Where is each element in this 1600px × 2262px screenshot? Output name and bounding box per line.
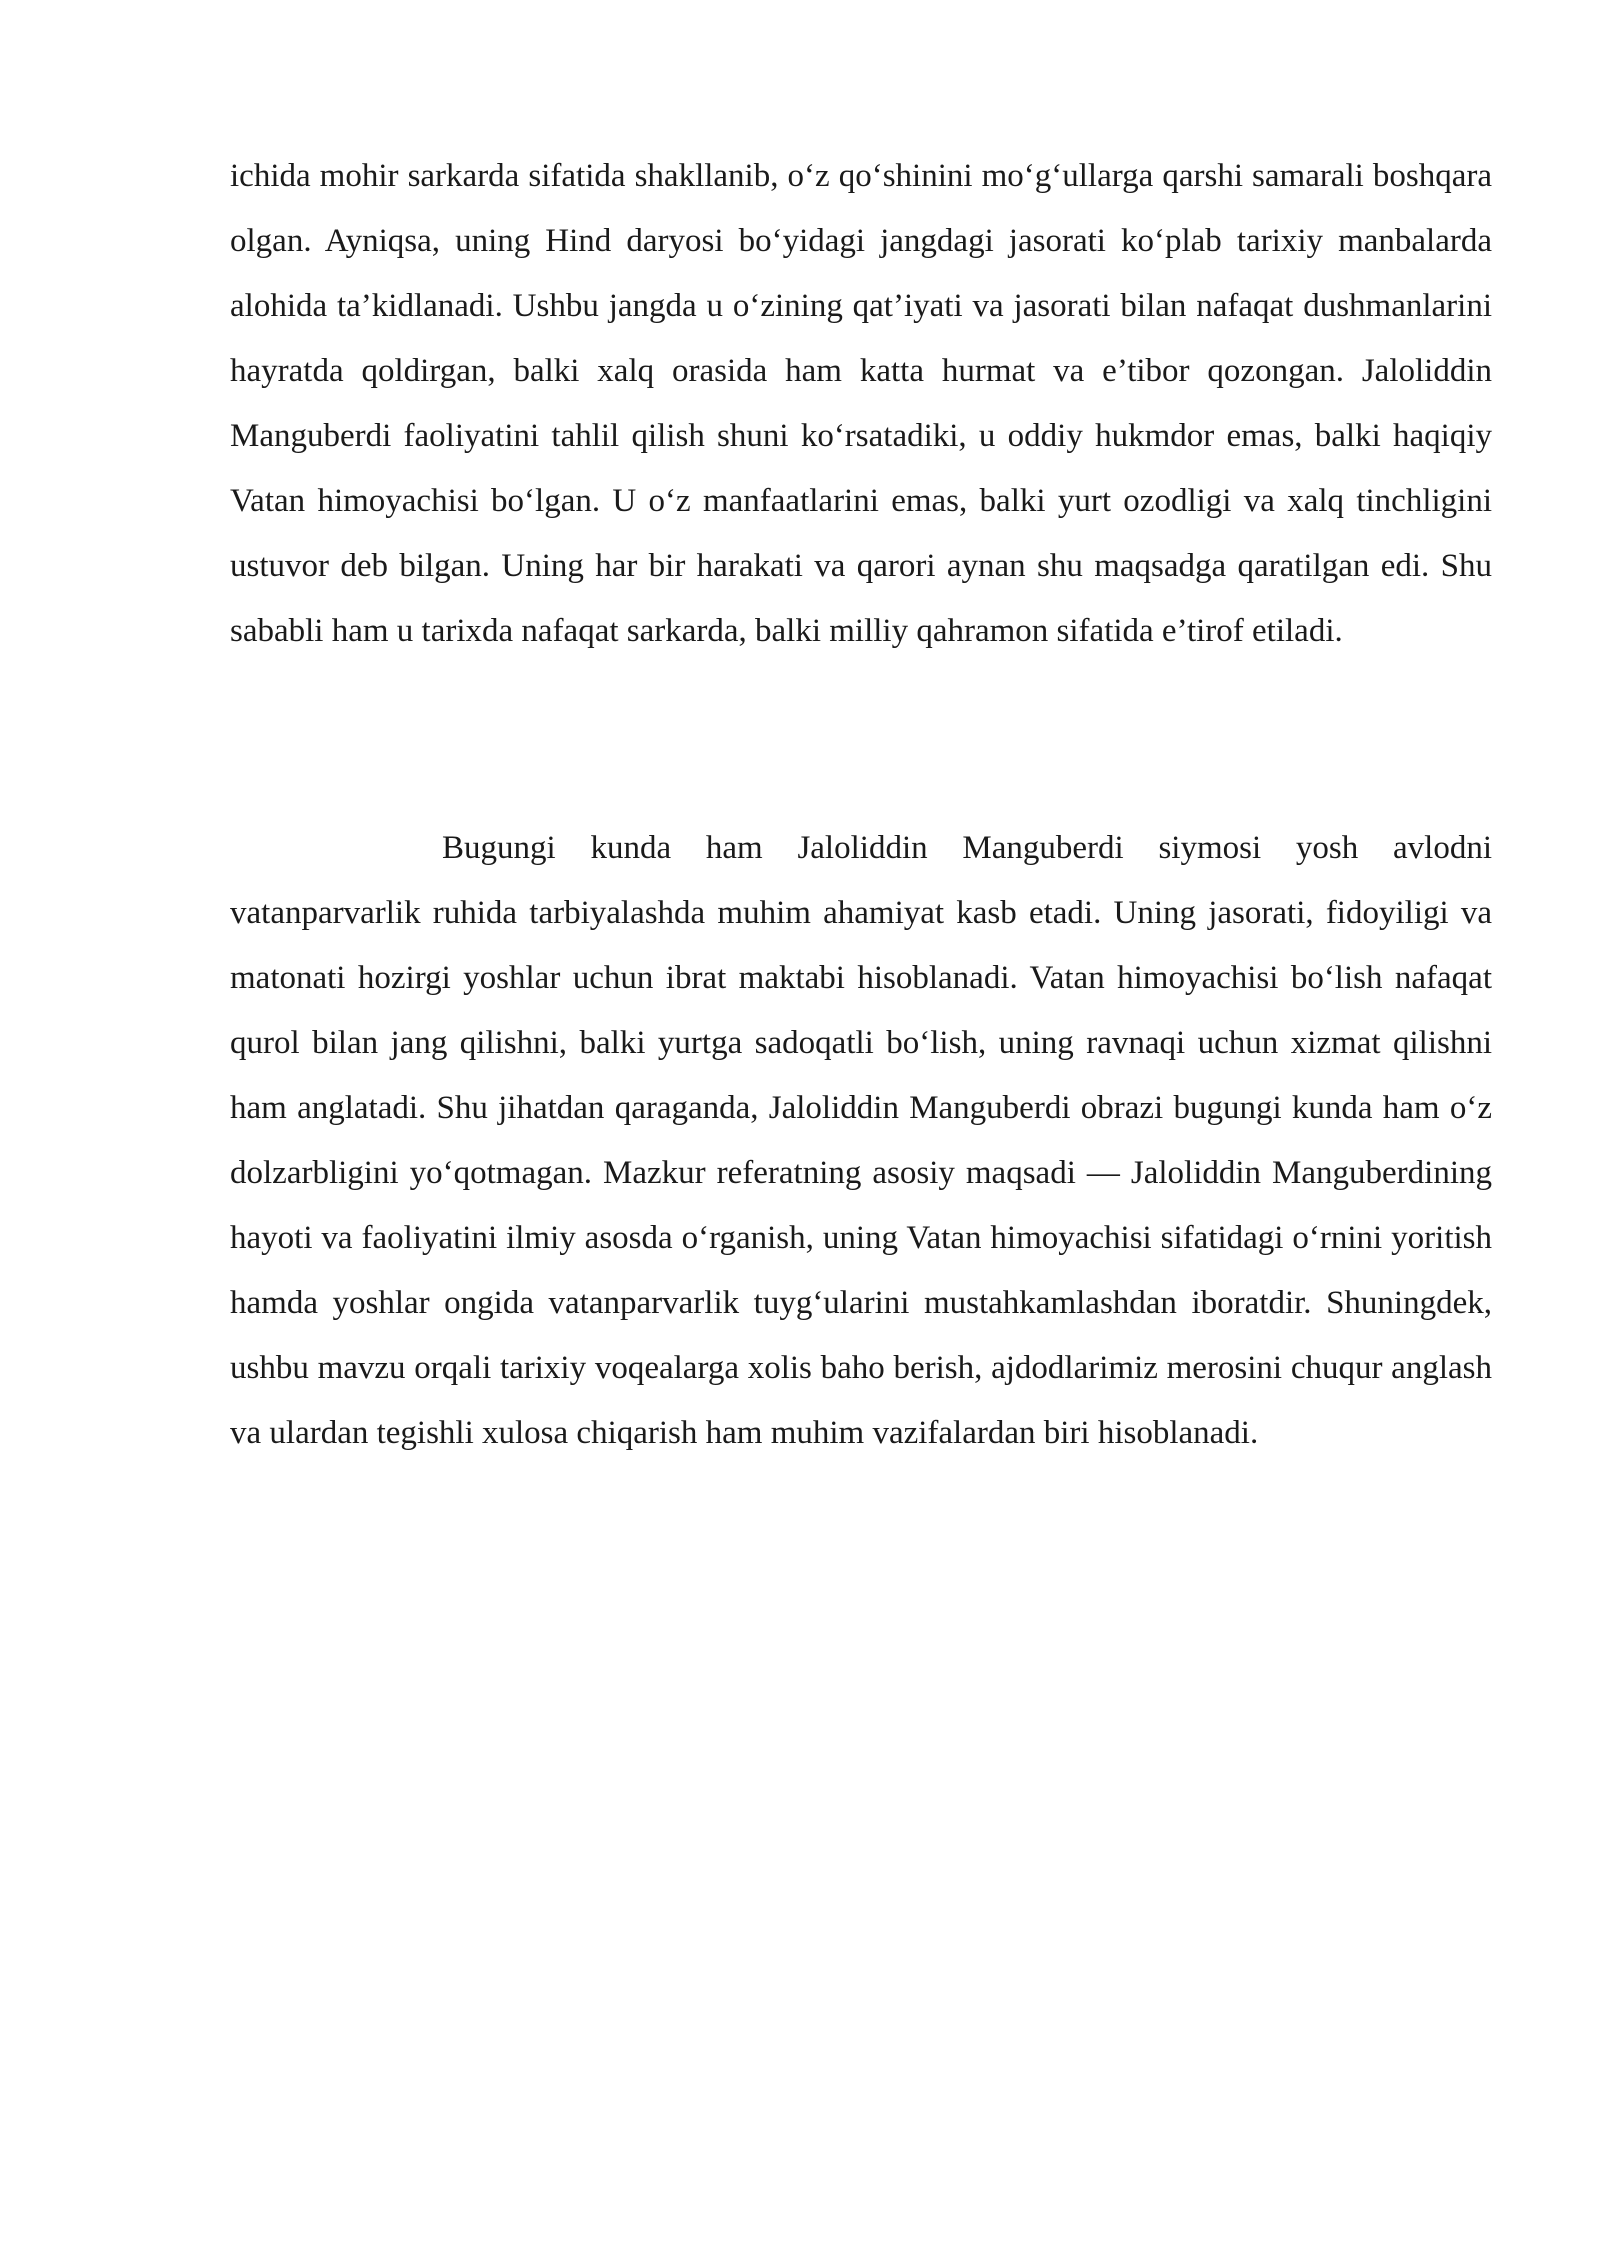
body-paragraph-2 [230,816,1492,1466]
body-paragraph-1 [230,144,1492,664]
paragraph-text: Bugungi kunda ham Jaloliddin Manguberdi siymosi yosh avlodni vatanparvarlik ruhida tarbiyalashda muhim ahamiyat kasb etadi. Uning jasorati, fidoyiligi va matonati hozirgi yoshlar uchun ibrat maktabi hisoblanadi. Vatan himoyachisi bo‘lish nafaqat qurol bilan jang qilishni, balki yurtga sadoqatli bo‘lish, uning ravnaqi uchun xizmat qilishni ham anglatadi. Shu jihatdan qaraganda, Jaloliddin Manguberdi obrazi bugungi kunda ham o‘z dolzarbligini yo‘qotmagan. Mazkur referatning asosiy maqsadi — Jaloliddin Manguberdining hayoti va faoliyatini ilmiy asosda o‘rganish, uning Vatan himoyachisi sifatidagi o‘rnini yoritish hamda yoshlar ongida vatanparvarlik tuyg‘ularini mustahkamlashdan iboratdir. Shuningdek, ushbu mavzu orqali tarixiy voqealarga xolis baho berish, ajdodlarimiz merosini chuqur anglash va ulardan tegishli xulosa chiqarish ham muhim vazifalardan biri hisoblanadi. [230,830,1492,1451]
paragraph-text: ichida mohir sarkarda sifatida shakllanib, o‘z qo‘shinini mo‘g‘ullarga qarshi samarali boshqara olgan. Ayniqsa, uning Hind daryosi bo‘yidagi jangdagi jasorati ko‘plab tarixiy manbalarda alohida ta’kidlanadi. Ushbu jangda u o‘zining qat’iyati va jasorati bilan nafaqat dushmanlarini hayratda qoldirgan, balki xalq orasida ham katta hurmat va e’tibor qozongan. Jaloliddin Manguberdi faoliyatini tahlil qilish shuni ko‘rsatadiki, u oddiy hukmdor emas, balki haqiqiy Vatan himoyachisi bo‘lgan. U o‘z manfaatlarini emas, balki yurt ozodligi va xalq tinchligini ustuvor deb bilgan. Uning har bir harakati va qarori aynan shu maqsadga qaratilgan edi. Shu sababli ham u tarixda nafaqat sarkarda, balki milliy qahramon sifatida e’tirof etiladi. [230,158,1492,649]
